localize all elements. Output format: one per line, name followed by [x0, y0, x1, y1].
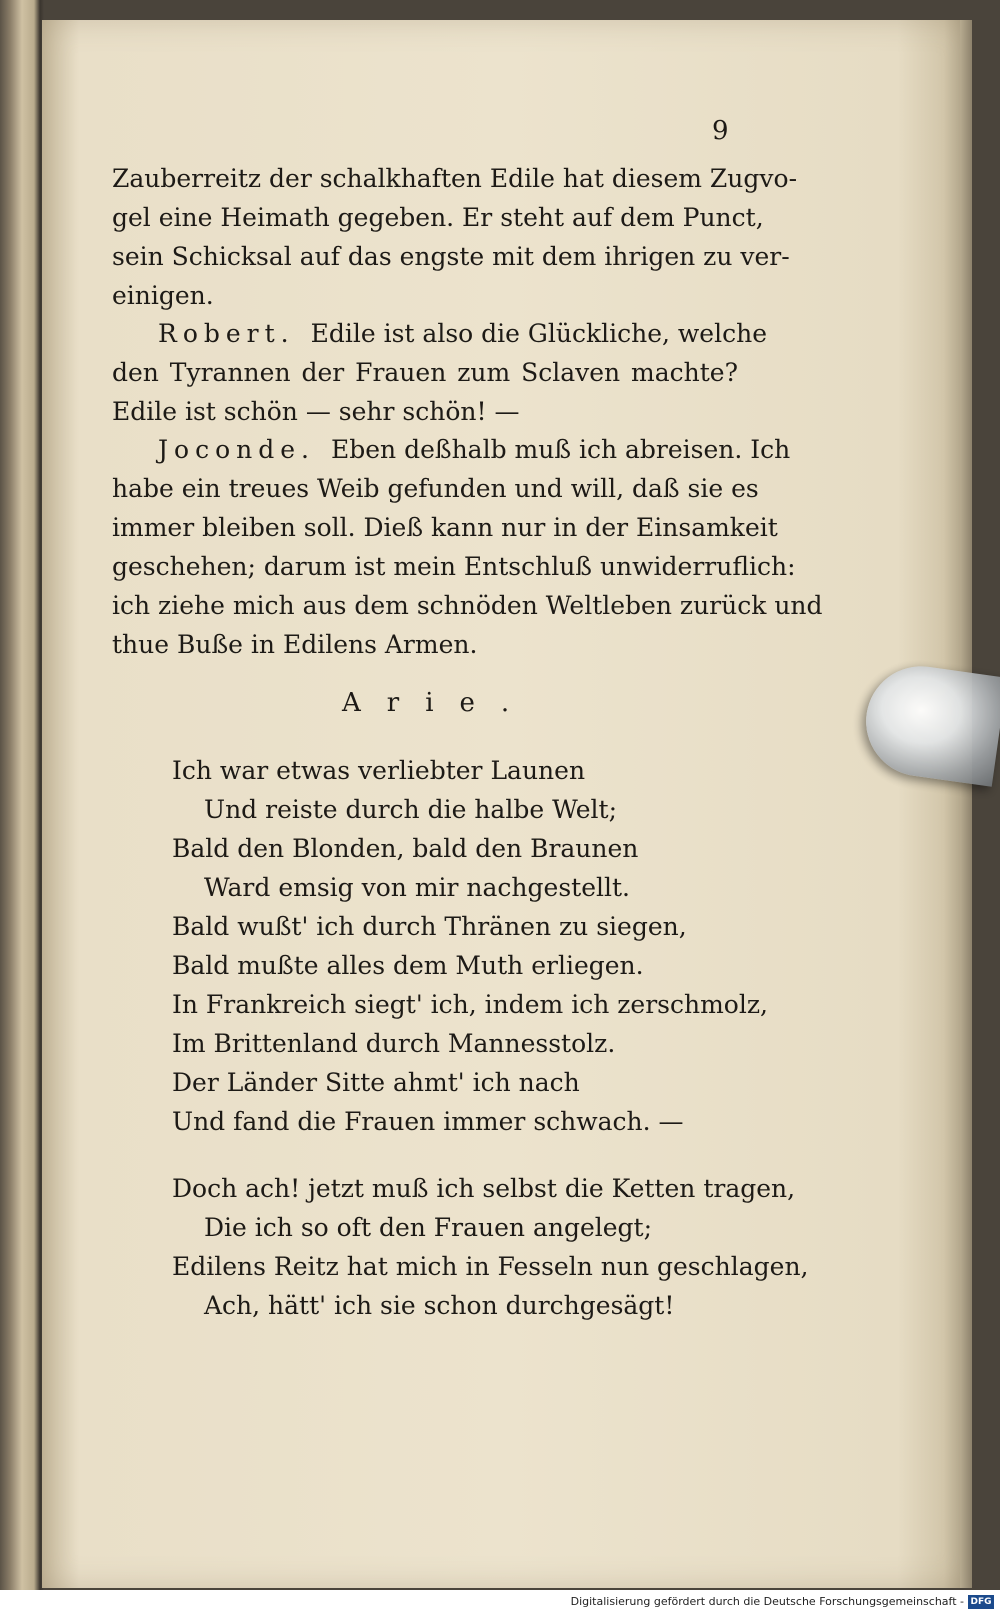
text-line: den Tyrannen der Frauen zum Sclaven machte? — [112, 358, 738, 387]
text-line: Edile ist schön — sehr schön! — — [112, 397, 520, 426]
text-line: Zauberreitz der schalkhaften Edile hat diesem Zugvo- — [112, 164, 798, 193]
verse-line: Bald den Blonden, bald den Braunen — [172, 834, 639, 863]
dialogue-line — [158, 315, 767, 353]
verse-line: Ich war etwas verliebter Launen — [172, 756, 586, 785]
verse-line: Ach, hätt' ich sie schon durchgesägt! — [204, 1291, 675, 1320]
verse-line: Doch ach! jetzt muß ich selbst die Ketten tragen, — [172, 1174, 796, 1203]
speaker-name: Robert. — [158, 319, 295, 348]
text-line: einigen. — [112, 281, 214, 310]
text-line: Edile ist also die Glückliche, welche — [310, 319, 767, 348]
verse-line: Der Länder Sitte ahmt' ich nach — [172, 1068, 580, 1097]
verse-line: In Frankreich siegt' ich, indem ich zerschmolz, — [172, 990, 768, 1019]
speaker-name: Joconde. — [158, 435, 315, 464]
section-title: Arie. — [342, 688, 536, 718]
page-edge — [960, 20, 972, 1588]
dialogue-line — [158, 431, 791, 469]
text-line: thue Buße in Edilens Armen. — [112, 630, 478, 659]
text-line: ich ziehe mich aus dem schnöden Weltleben zurück und — [112, 591, 823, 620]
text-line: geschehen; darum ist mein Entschluß unwiderruflich: — [112, 552, 796, 581]
verse-line: Die ich so oft den Frauen angelegt; — [204, 1213, 653, 1242]
page-number: 9 — [712, 116, 729, 146]
text-line: immer bleiben soll. Dieß kann nur in der Einsamkeit — [112, 513, 778, 542]
verse-line: Edilens Reitz hat mich in Fesseln nun geschlagen, — [172, 1252, 809, 1281]
text-line: habe ein treues Weib gefunden und will, daß sie es — [112, 474, 759, 503]
verse-line: Im Brittenland durch Mannesstolz. — [172, 1029, 616, 1058]
text-line: gel eine Heimath gegeben. Er steht auf dem Punct, — [112, 203, 764, 232]
verse-line: Bald wußt' ich durch Thränen zu siegen, — [172, 912, 687, 941]
verse-line: Bald mußte alles dem Muth erliegen. — [172, 951, 644, 980]
dfg-logo-icon: DFG — [968, 1595, 994, 1609]
text-line: sein Schicksal auf das engste mit dem ihrigen zu ver- — [112, 242, 790, 271]
verse-line: Und reiste durch die halbe Welt; — [204, 795, 617, 824]
footer-credit: Digitalisierung gefördert durch die Deutsche Forschungsgemeinschaft - — [570, 1595, 964, 1608]
footer-bar — [0, 1590, 1000, 1612]
verse-line: Ward emsig von mir nachgestellt. — [204, 873, 630, 902]
text-line: Eben deßhalb muß ich abreisen. Ich — [330, 435, 791, 464]
verse-line: Und fand die Frauen immer schwach. — — [172, 1107, 684, 1136]
